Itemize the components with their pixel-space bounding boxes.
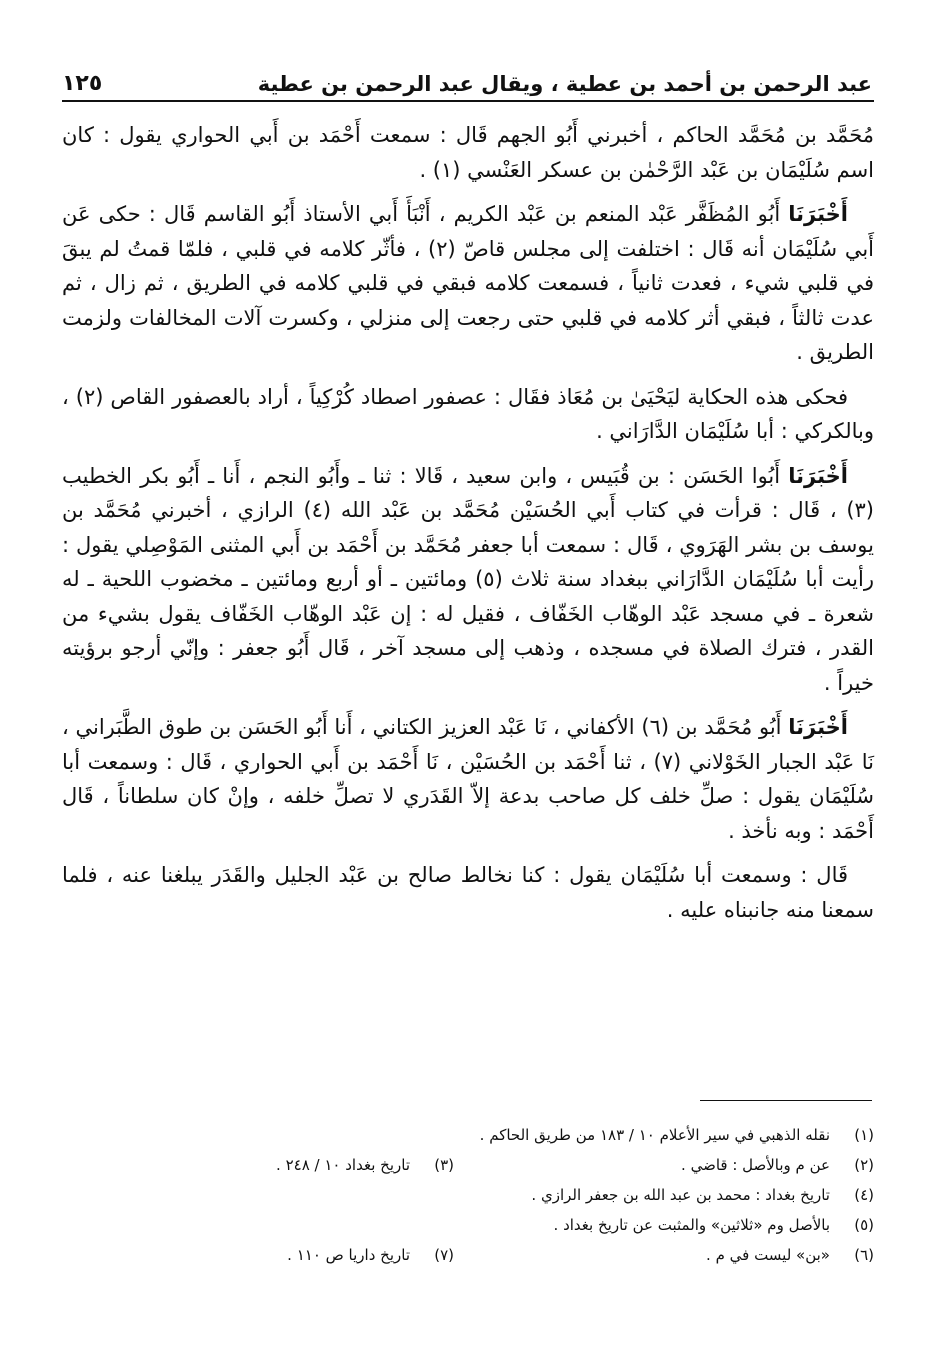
footnote-rule — [700, 1100, 872, 1101]
footnote-number: (٢) — [854, 1156, 874, 1174]
footnote-text: تاريخ داريا ص ١١٠ . — [287, 1246, 410, 1264]
footnote-text: تاريخ بغداد : محمد بن عبد الله بن جعفر الرازي . — [531, 1186, 830, 1204]
footnote-row — [62, 1180, 874, 1210]
paragraph — [62, 710, 874, 848]
running-title: عبد الرحمن بن أحمد بن عطية ، ويقال عبد الرحمن بن عطية — [257, 72, 872, 96]
footnote-number: (٤) — [854, 1186, 874, 1204]
main-text — [62, 118, 874, 937]
footnote — [287, 1240, 454, 1270]
page-number: ١٢٥ — [62, 71, 103, 96]
footnote-number: (٥) — [854, 1216, 874, 1234]
footnote-row — [62, 1150, 874, 1180]
paragraph-text: قَال : وسمعت أبا سُلَيْمَان يقول : كنا نخالط صالح بن عَبْد الجليل والقَدَر يبلغنا عنه ، فلما سمعنا منه جانبناه عليه . — [62, 863, 874, 922]
footnote-text: عن م وبالأصل : قاضي . — [681, 1156, 830, 1174]
footnote-row — [62, 1210, 874, 1240]
paragraph-text: أَبُو مُحَمَّد بن (٦) الأكفاني ، نَا عَبْد العزيز الكتاني ، أَنا أَبُو الحَسَن بن طوق الطَّبَراني ، نَا عَبْد الجبار الخَوْلاني (٧) ، ثنا أَحْمَد بن الحُسَيْن ، نَا أَحْمَد بن أَبي الحواري ، قَال : وسمعت أبا سُلَيْمَان يقول : صلِّ خلف كل صاحب بدعة إلاّ القَدَري لا تصلِّ خلفه ، وإنْ كان سلطاناً ، قَال أَحْمَد : وبه نأخذ . — [62, 715, 874, 843]
paragraph — [62, 858, 874, 927]
page-header — [62, 62, 872, 96]
footnote — [480, 1120, 874, 1150]
footnote — [494, 1150, 874, 1180]
paragraph-text: أَبُو المُظَفَّر عَبْد المنعم بن عَبْد الكريم ، أَنْبَأَ أَبي الأستاذ أَبُو القاسم قَال : حكى عَن أَبي سُلَيْمَان أنه قَال : اختلفت إلى مجلس قاصّ (٢) ، فأثّر كلامه في قلبي ، فلمّا قمتُ لم يبقَ في قلبي شيء ، فعدت ثانياً ، فسمعت كلامه فبقي في قلبي كلامه في الطريق ، ثم زال ، ثم عدت ثالثاً ، فبقي أثر كلامه في قلبي حتى رجعت إلى منزلي ، وكسرت آلات المخالفات ولزمت الطريق . — [62, 202, 874, 364]
paragraph-text: أَبُوا الحَسَن : بن قُبَيس ، وابن سعيد ، قَالا : ثنا ـ وأَبُو النجم ، أَنا ـ أَبُو بكر الخطيب (٣) ، قَال : قرأت في كتاب أَبي الحُسَيْن مُحَمَّد بن عَبْد الله (٤) الرازي ، أخبرني مُحَمَّد بن يوسف بن بشر الهَرَوي ، قَال : سمعت أبا جعفر مُحَمَّد بن أَحْمَد بن أَبي المثنى المَوْصِلي يقول : رأيت أبا سُلَيْمَان الدَّارَاني ببغداد سنة ثلاث (٥) ومائتين ـ أو أربع ومائتين ـ مخضوب اللحية ـ له شعرة ـ في مسجد عَبْد الوهّاب الخَفّاف ، فقيل له : إن عَبْد الوهّاب الخَفّاف يقول بشيء من القدر ، فترك الصلاة في مسجده ، وذهب إلى مسجد آخر ، قَال أَبُو جعفر : وإنّي أرجو برؤيته خيراً . — [62, 463, 874, 695]
header-rule — [62, 100, 874, 102]
footnote-number: (٦) — [854, 1246, 874, 1264]
footnote — [531, 1180, 874, 1210]
paragraph-lead: أَخْبَرَنَا — [788, 463, 848, 488]
footnote-text: نقله الذهبي في سير الأعلام ١٠ / ١٨٣ من طريق الحاكم . — [479, 1126, 830, 1144]
footnote-text: «بن» ليست في م . — [706, 1246, 830, 1264]
paragraph-lead: أَخْبَرَنَا — [788, 202, 848, 226]
footnote — [494, 1240, 874, 1270]
footnote — [276, 1150, 454, 1180]
paragraph — [62, 380, 874, 449]
paragraph-text: فحكى هذه الحكاية ليَحْيَىٰ بن مُعَاذ فقَال : عصفور اصطاد كُرْكِياً ، أراد بالعصفور القاص (٢) ، وبالكركي : أبا سُلَيْمَان الدَّارَاني . — [62, 384, 874, 443]
paragraph — [62, 459, 874, 701]
paragraph-text: مُحَمَّد بن مُحَمَّد الحاكم ، أخبرني أَبُو الجهم قَال : سمعت أَحْمَد بن أَبي الحواري يقول : كان اسم سُلَيْمَان بن عَبْد الرَّحْمٰن بن عسكر العَنْسي (١) . — [62, 123, 874, 182]
paragraph-lead: أَخْبَرَنَا — [788, 715, 848, 739]
paragraph — [62, 118, 874, 187]
paragraph — [62, 197, 874, 370]
footnote-number: (١) — [854, 1126, 874, 1144]
footnote-row — [62, 1120, 874, 1150]
footnote-text: تاريخ بغداد ١٠ / ٢٤٨ . — [276, 1156, 410, 1174]
footnote-number: (٧) — [434, 1246, 454, 1264]
footnotes — [62, 1120, 874, 1270]
footnote-text: بالأصل وم «ثلاثين» والمثبت عن تاريخ بغداد . — [553, 1216, 830, 1234]
footnote-number: (٣) — [434, 1156, 454, 1174]
footnote-row — [62, 1240, 874, 1270]
footnote — [554, 1210, 874, 1240]
